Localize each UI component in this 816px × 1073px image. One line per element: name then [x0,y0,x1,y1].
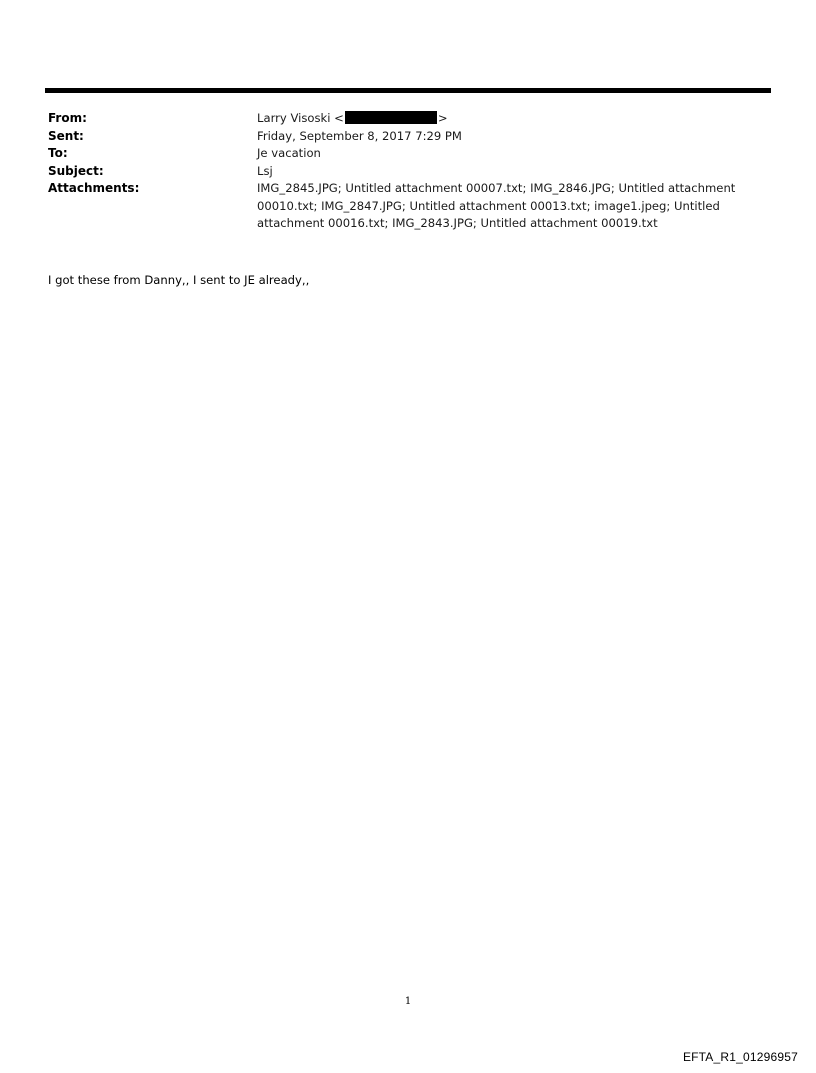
email-header [48,110,748,233]
header-divider [45,88,771,93]
bates-number: EFTA_R1_01296957 [682,1050,798,1064]
from-suffix: > [437,111,448,125]
from-label: From: [48,111,87,125]
sent-label: Sent: [48,128,84,143]
from-name: Larry Visoski < [257,111,344,125]
subject-value: Lsj [257,163,273,178]
to-label: To: [48,146,68,160]
redaction-box [345,111,437,124]
to-row [48,145,748,163]
subject-label: Subject: [48,163,104,178]
email-body: I got these from Danny,, I sent to JE already,, [48,273,310,287]
sent-value: Friday, September 8, 2017 7:29 PM [257,128,462,143]
to-value: Je vacation [257,146,321,160]
from-value [257,110,748,128]
page-number: 1 [404,996,412,1007]
attachments-value: IMG_2845.JPG; Untitled attachment 00007.txt; IMG_2846.JPG; Untitled attachment 00010.txt; IMG_2847.JPG; Untitled attachment 00013.txt; image1.jpeg; Untitled attachment 00016.txt; IMG_2843.JPG; Untitled attachment 00019.txt [257,181,736,230]
attachments-row [48,180,748,233]
sent-row [48,128,748,146]
subject-row [48,163,748,181]
from-row [48,110,748,128]
attachments-label: Attachments: [48,181,140,195]
